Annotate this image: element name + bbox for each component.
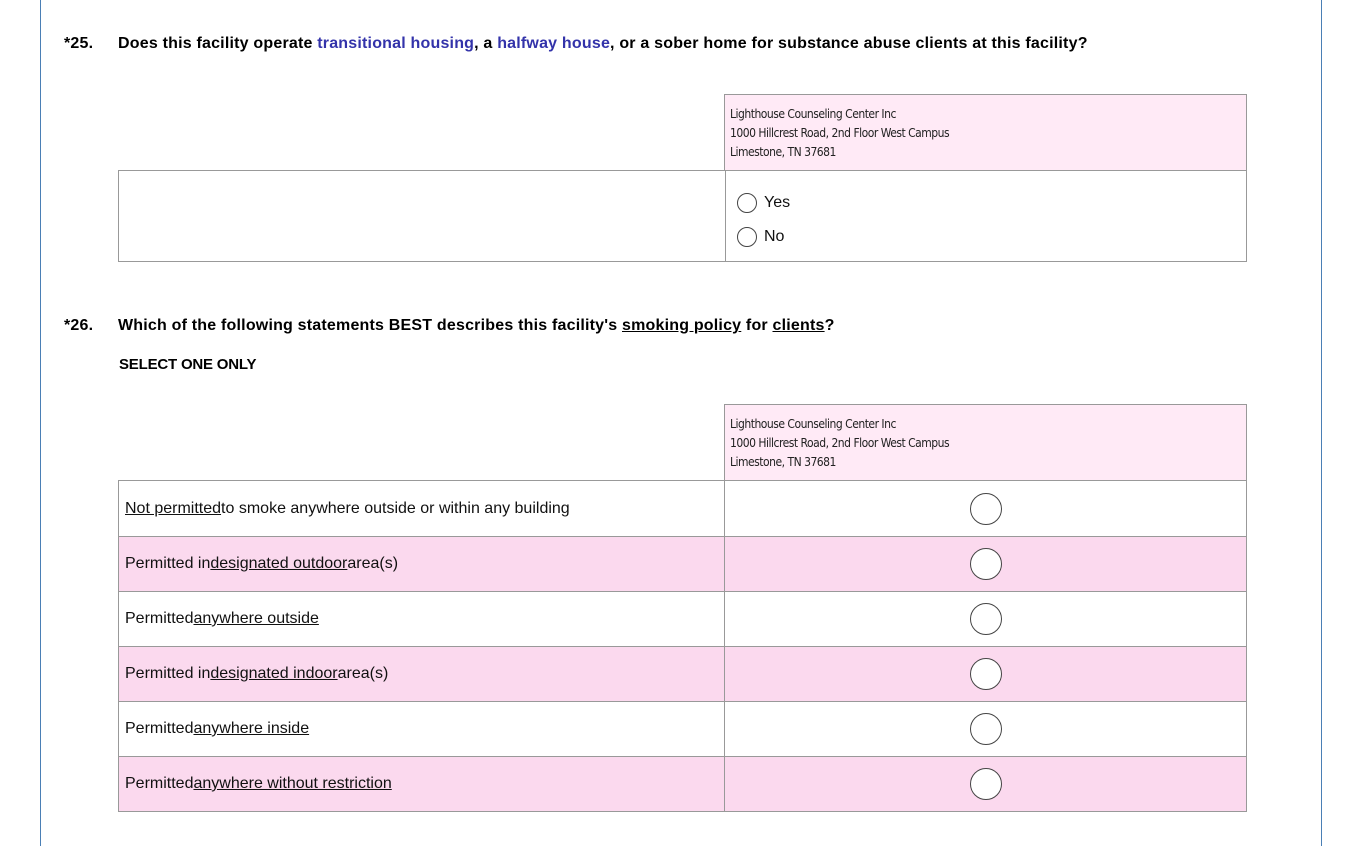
option-label xyxy=(119,592,725,646)
designated-outdoor-link[interactable]: designated outdoor xyxy=(210,555,348,572)
option-anywhere-inside xyxy=(119,701,1246,756)
option-text: Permitted in xyxy=(125,555,211,572)
option-not-permitted xyxy=(119,481,1246,536)
yes-label: Yes xyxy=(764,194,791,211)
q26-question xyxy=(118,317,835,335)
option-text: Permitted xyxy=(125,720,194,737)
option-text: to smoke anywhere outside or within any building xyxy=(221,499,570,517)
anywhere-inside-radio[interactable] xyxy=(970,713,1002,745)
not-permitted-link[interactable]: Not permitted xyxy=(125,499,222,517)
q26-number: *26. xyxy=(64,317,94,334)
option-text: Permitted xyxy=(125,610,194,627)
q25-answer-table xyxy=(118,170,1247,262)
yes-radio[interactable] xyxy=(737,193,757,213)
anywhere-outside-radio[interactable] xyxy=(970,603,1002,635)
option-label xyxy=(119,481,725,536)
facility-city: Limestone, TN 37681 xyxy=(730,455,836,469)
halfway-house-link[interactable]: halfway house xyxy=(497,35,611,52)
q26-facility-header xyxy=(724,404,1247,481)
option-radio-cell xyxy=(725,647,1246,701)
option-radio-cell xyxy=(725,592,1246,646)
q26-text-part: ? xyxy=(824,317,835,334)
q26-options-table xyxy=(118,480,1247,812)
facility-name: Lighthouse Counseling Center Inc xyxy=(730,107,896,121)
option-radio-cell xyxy=(725,757,1246,811)
option-anywhere-outside xyxy=(119,591,1246,646)
q26-text-part: Which of the following statements BEST describes this facility's xyxy=(118,317,622,334)
no-label: No xyxy=(764,228,785,245)
not-permitted-radio[interactable] xyxy=(970,493,1002,525)
anywhere-without-restriction-link[interactable]: anywhere without restriction xyxy=(193,775,392,792)
facility-city: Limestone, TN 37681 xyxy=(730,145,836,159)
option-anywhere-without-restriction xyxy=(119,756,1246,811)
facility-address: 1000 Hillcrest Road, 2nd Floor West Campus xyxy=(730,436,950,450)
q25-facility-header xyxy=(724,94,1247,171)
option-radio-cell xyxy=(725,537,1246,591)
select-one-instruction: SELECT ONE ONLY xyxy=(119,356,257,373)
option-text: Permitted xyxy=(125,775,194,792)
option-text: Permitted in xyxy=(125,665,211,682)
option-text: area(s) xyxy=(347,555,399,572)
designated-indoor-link[interactable]: designated indoor xyxy=(210,665,338,682)
q25-option-yes[interactable] xyxy=(737,186,1246,220)
option-label xyxy=(119,702,725,756)
anywhere-outside-link[interactable]: anywhere outside xyxy=(193,610,319,627)
option-designated-outdoor xyxy=(119,536,1246,591)
transitional-housing-link[interactable]: transitional housing xyxy=(317,35,475,52)
clients-link[interactable]: clients xyxy=(772,317,825,334)
smoking-policy-link[interactable]: smoking policy xyxy=(622,317,742,334)
q26-text-part: for xyxy=(741,317,773,334)
q25-text-part: , or a sober home for substance abuse clients at this facility? xyxy=(610,35,1088,52)
option-radio-cell xyxy=(725,702,1246,756)
q25-number: *25. xyxy=(64,35,94,52)
designated-indoor-radio[interactable] xyxy=(970,658,1002,690)
q25-text-part: , a xyxy=(474,35,498,52)
option-text: area(s) xyxy=(337,665,389,682)
anywhere-inside-link[interactable]: anywhere inside xyxy=(193,720,310,737)
option-designated-indoor xyxy=(119,646,1246,701)
facility-address: 1000 Hillcrest Road, 2nd Floor West Campus xyxy=(730,126,950,140)
q25-empty-cell xyxy=(119,171,726,261)
facility-name: Lighthouse Counseling Center Inc xyxy=(730,417,896,431)
option-radio-cell xyxy=(725,481,1246,536)
q25-options xyxy=(726,171,1246,261)
anywhere-without-restriction-radio[interactable] xyxy=(970,768,1002,800)
q25-option-no[interactable] xyxy=(737,220,1246,254)
option-label xyxy=(119,757,725,811)
designated-outdoor-radio[interactable] xyxy=(970,548,1002,580)
no-radio[interactable] xyxy=(737,227,757,247)
q25-question xyxy=(118,35,1088,53)
option-label xyxy=(119,647,725,701)
q25-text-part: Does this facility operate xyxy=(118,35,318,52)
option-label xyxy=(119,537,725,591)
